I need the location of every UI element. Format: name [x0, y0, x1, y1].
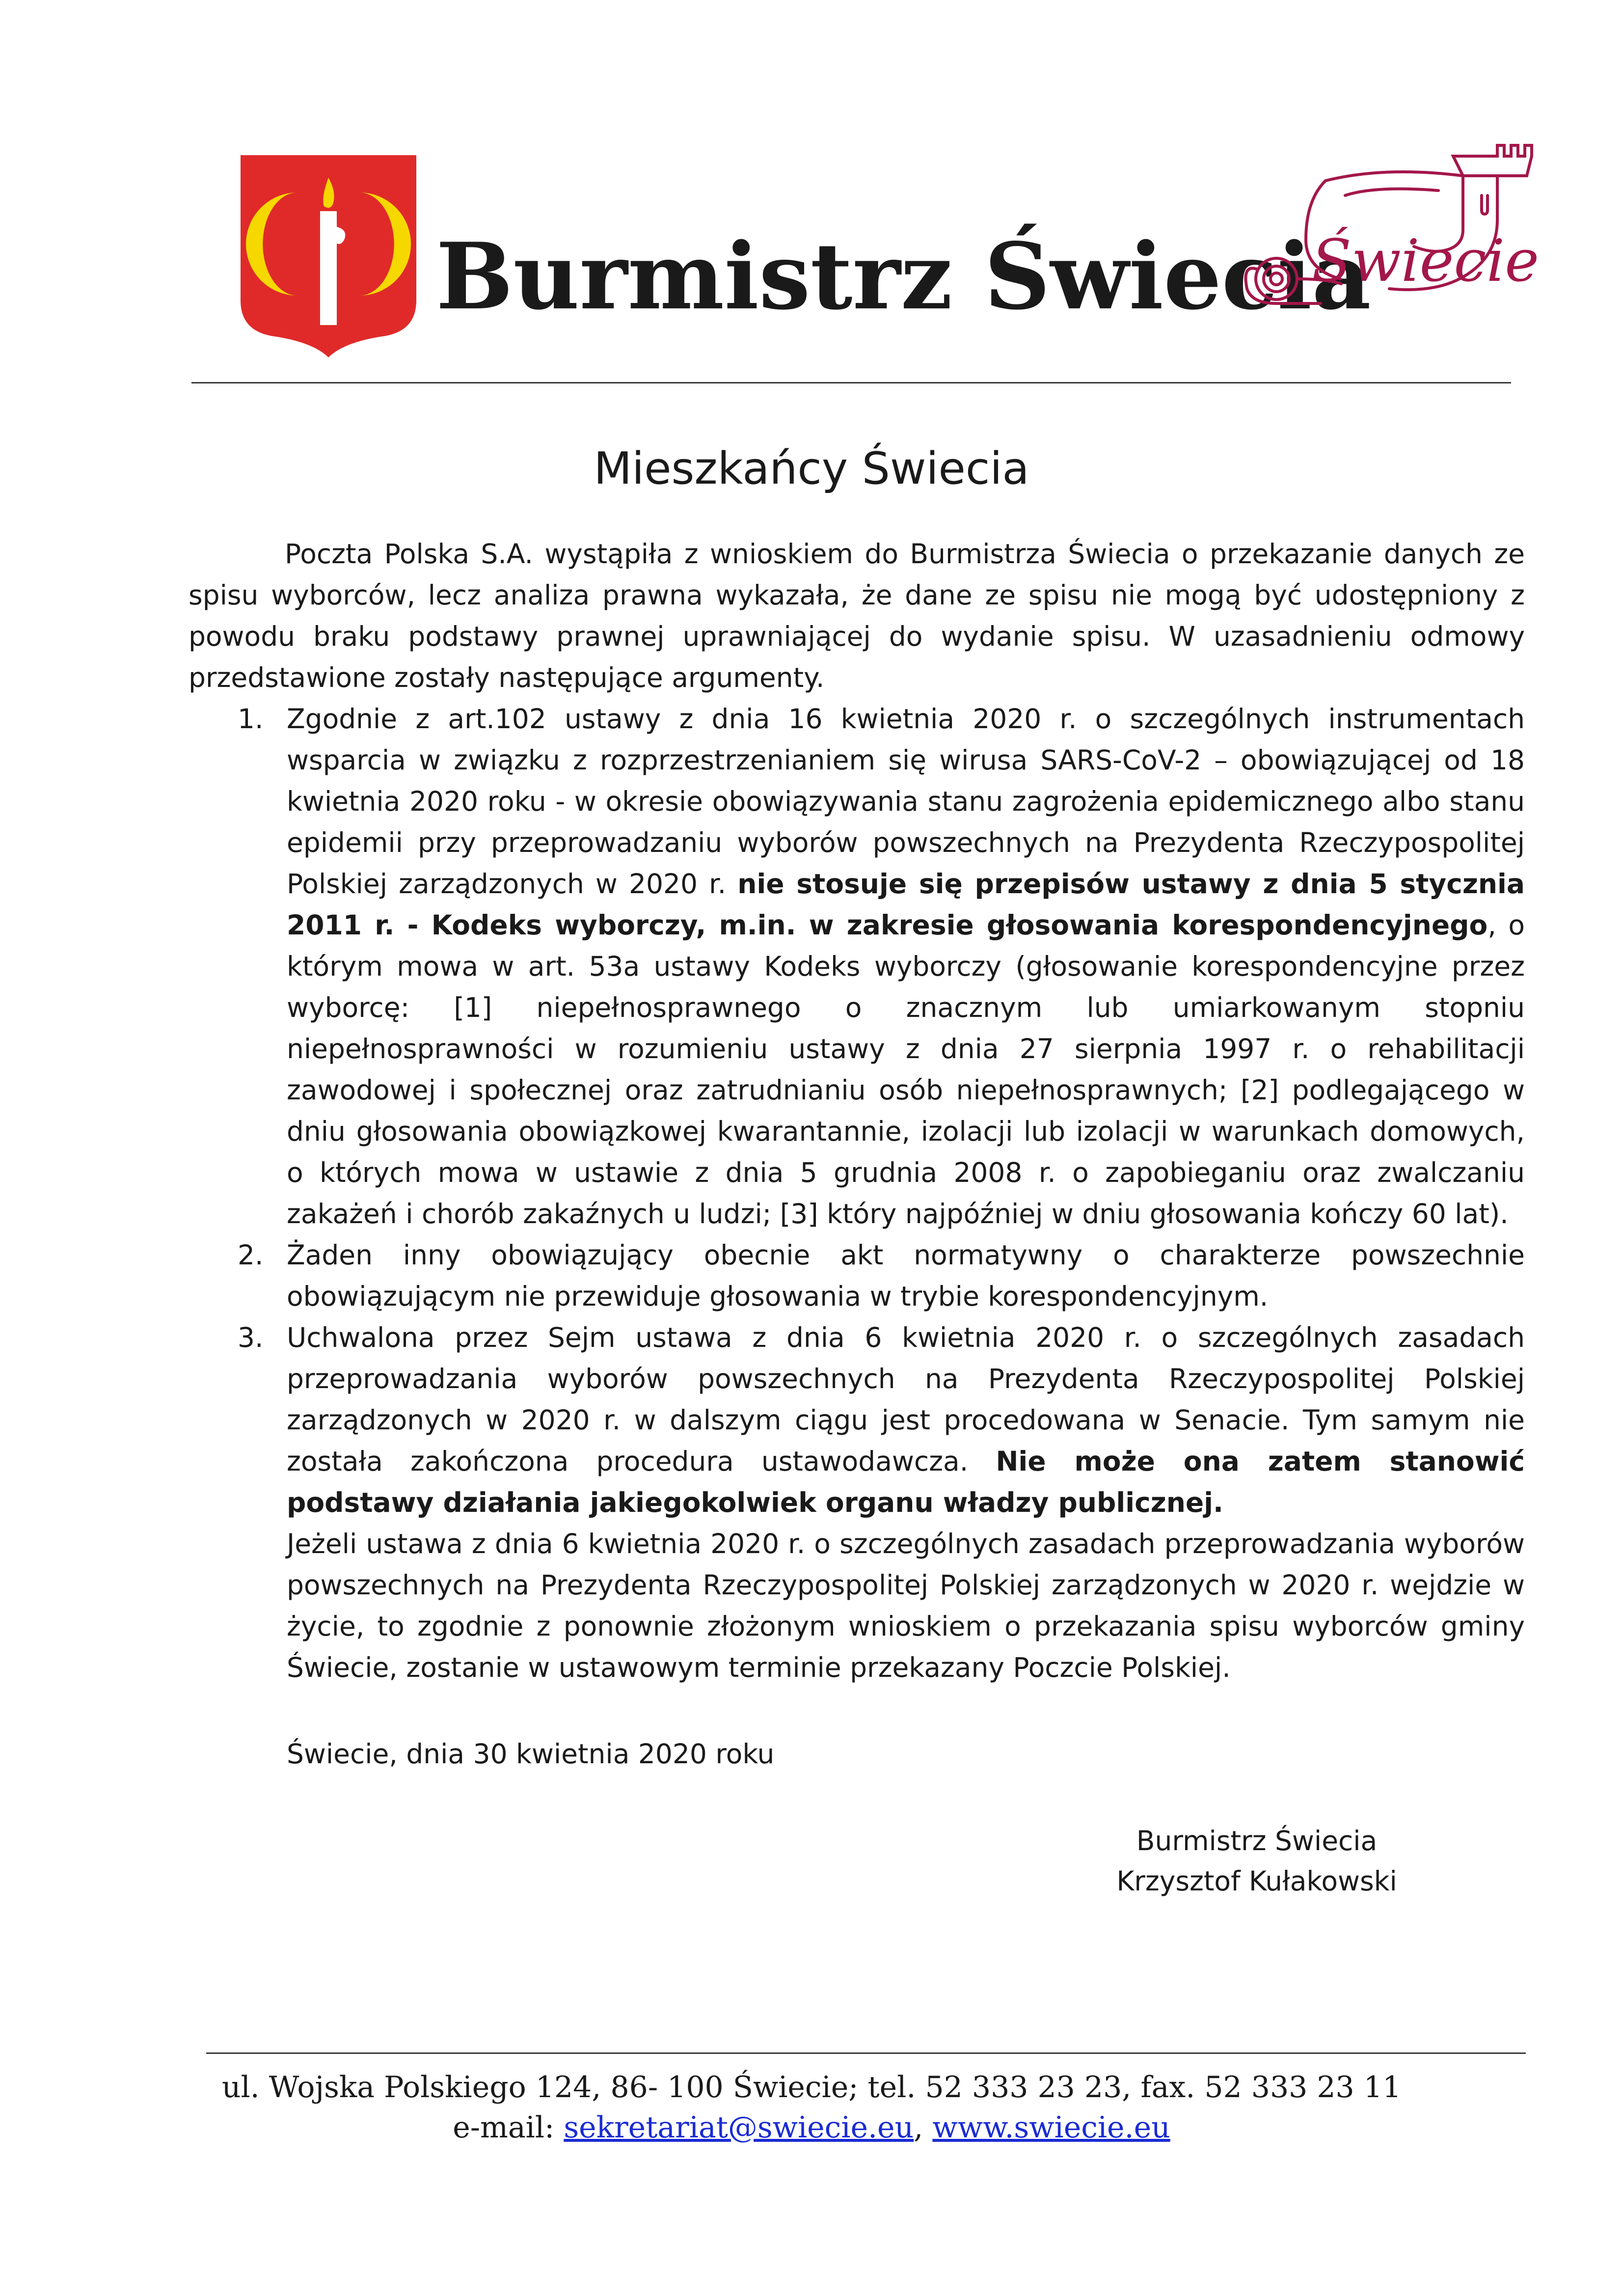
item-text-part: , o którym mowa w art. 53a ustawy Kodeks wyborczy (głosowanie korespondencyjne przez wyborcę: [1] niepełnosprawnego o znacznym lub umiarkowanym stopniu niepełnosprawności w rozumieniu ustawy z dnia 27 sierpnia 1997 r. o rehabilitacji zawodowej i społecznej oraz zatrudnianiu osób niepełnosprawnych; [2] podlegającego w dniu głosowania obowiązkowej kwarantannie, izolacji lub izolacji w warunkach domowych, o których mowa w ustawie z dnia 5 grudnia 2008 r. o zapobieganiu oraz zwalczaniu zakażeń i chorób zakaźnych u ludzi; [3] który najpóźniej w dniu głosowania kończy 60 lat).: [287, 909, 1525, 1230]
footer: [0, 2067, 1623, 2148]
website-link[interactable]: www.swiecie.eu: [932, 2110, 1170, 2145]
item-text-part: Zgodnie z art.102 ustawy z dnia 16 kwietnia 2020 r. o szczególnych instrumentach wsparcia w związku z rozprzestrzenianiem się wirusa SARS-CoV-2 – obowiązującej od 18 kwietnia 2020 roku - w okresie obowiązywania stanu zagrożenia epidemicznego albo stanu epidemii przy przeprowadzaniu wyborów powszechnych na Prezydenta Rzeczypospolitej Polskiej zarządzonych w 2020 r.: [287, 703, 1525, 900]
item-bold-text: Nie może ona zatem stanowić podstawy działania jakiegokolwiek organu władzy publicznej.: [287, 1446, 1525, 1518]
list-item: [189, 1234, 1525, 1317]
document-date: Świecie, dnia 30 kwietnia 2020 roku: [287, 1738, 775, 1770]
signature-block: [1100, 1821, 1414, 1901]
list-number: 3.: [238, 1322, 264, 1353]
intro-paragraph: Poczta Polska S.A. wystąpiła z wnioskiem do Burmistrza Świecia o przekazanie danych ze spisu wyborców, lecz analiza prawna wykazała, że dane ze spisu nie mogą być udostępniony z powodu braku podstawy prawnej uprawniającej do wydanie spisu. W uzasadnieniu odmowy przedstawione zostały następujące argumenty.: [189, 538, 1525, 693]
footer-divider: [206, 2052, 1526, 2054]
email-link[interactable]: sekretariat@swiecie.eu: [564, 2110, 914, 2145]
mayor-heading: Burmistrz Świecia: [436, 222, 1371, 330]
contact-separator: ,: [914, 2110, 933, 2145]
item-text-part: Uchwalona przez Sejm ustawa z dnia 6 kwietnia 2020 r. o szczególnych zasadach przeprowadzania wyborów powszechnych na Prezydenta Rzeczypospolitej Polskiej zarządzonych w 2020 r. w dalszym ciągu jest procedowana w Senacie. Tym samym nie została zakończona procedura ustawodawcza.: [287, 1322, 1525, 1477]
list-number: 1.: [238, 703, 264, 735]
swiecie-city-logo: [1222, 122, 1540, 328]
arguments-list: [189, 698, 1525, 1688]
logo-wordmark: Świecie: [1312, 227, 1540, 295]
document-title: Mieszkańcy Świecia: [594, 443, 1029, 494]
footer-address: ul. Wojska Polskiego 124, 86- 100 Świecie; tel. 52 333 23 23, fax. 52 333 23 11: [221, 2070, 1402, 2105]
list-item-text: [287, 698, 1525, 1234]
letter-body: [189, 533, 1525, 1775]
list-item: [189, 1317, 1525, 1688]
signature-name: Krzysztof Kułakowski: [1116, 1865, 1397, 1897]
email-label: e-mail:: [453, 2110, 564, 2145]
footer-contact: [0, 2107, 1623, 2148]
list-item: [189, 698, 1525, 1234]
signature-role: Burmistrz Świecia: [1136, 1825, 1378, 1857]
coat-of-arms-icon: [239, 153, 418, 359]
list-item-text: [287, 1317, 1525, 1523]
item-bold-text: nie stosuje się przepisów ustawy z dnia 5 stycznia 2011 r. - Kodeks wyborczy, m.in. w zakresie głosowania korespondencyjnego: [287, 868, 1525, 941]
list-item-continuation: Jeżeli ustawa z dnia 6 kwietnia 2020 r. o szczególnych zasadach przeprowadzania wyborów powszechnych na Prezydenta Rzeczypospolitej Polskiej zarządzonych w 2020 r. wejdzie w życie, to zgodnie z ponownie złożonym wnioskiem o przekazania spisu wyborców gminy Świecie, zostanie w ustawowym terminie przekazany Poczcie Polskiej.: [287, 1528, 1525, 1683]
list-number: 2.: [238, 1239, 264, 1271]
list-item-text: Żaden inny obowiązujący obecnie akt normatywny o charakterze powszechnie obowiązującym nie przewiduje głosowania w trybie korespondencyjnym.: [287, 1239, 1525, 1312]
header-divider: [191, 382, 1511, 383]
